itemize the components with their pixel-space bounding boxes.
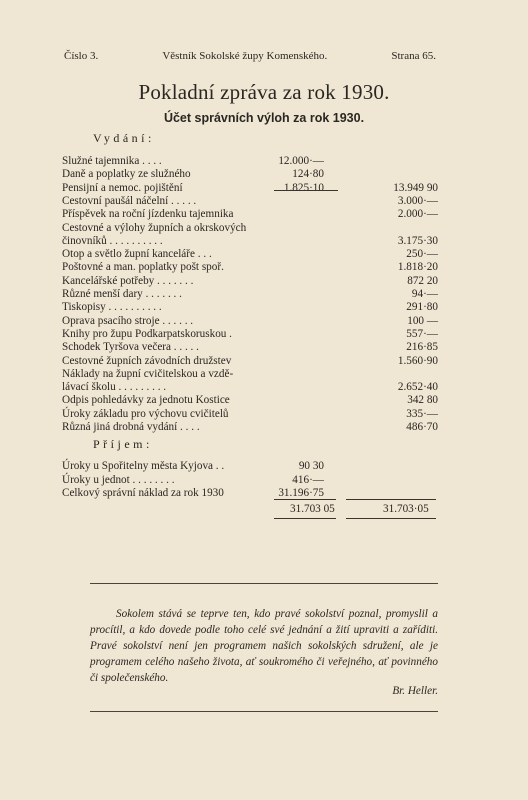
issue-number: Číslo 3. <box>64 50 99 62</box>
expense-row <box>62 354 446 368</box>
expense-amount-outer: 216·85 <box>406 341 438 354</box>
journal-name: Věstník Sokolské župy Komenského. <box>162 50 328 62</box>
report-title: Pokladní zpráva za rok 1930. <box>138 80 390 104</box>
totals-rule-right <box>346 499 436 500</box>
income-label: Úroky u Spořitelny města Kyjova . . <box>62 460 225 472</box>
quote-rule-bottom <box>90 711 438 712</box>
expense-amount-outer: 250·— <box>406 248 438 261</box>
expense-label: Otop a světlo župní kanceláře . . . <box>62 248 212 261</box>
page-number: Strana 65. <box>391 50 436 62</box>
income-heading: Příjem: <box>93 437 153 451</box>
expense-amount-outer: 3.000·— <box>397 194 438 207</box>
income-label: Úroky u jednot . . . . . . . . <box>62 473 175 486</box>
expense-row <box>62 194 446 208</box>
expense-amount-outer: 94·— <box>411 288 438 300</box>
expense-label: lávací školu . . . . . . . . . <box>62 381 167 394</box>
expense-amount-inner: 1.825·10 <box>283 181 324 194</box>
report-subtitle: Účet správních výloh za rok 1930. <box>163 111 365 125</box>
totals-underline-right <box>346 518 436 519</box>
expense-row <box>62 167 446 181</box>
expense-label: Různá jiná drobná vydání . . . . <box>62 421 200 433</box>
expense-label: Služné tajemnika . . . . <box>62 155 162 167</box>
income-row <box>62 486 446 500</box>
expense-row <box>62 314 446 328</box>
totals-rule-left <box>274 499 336 500</box>
expense-row <box>62 393 446 407</box>
subtotal-underline <box>274 190 338 191</box>
expense-row <box>62 367 446 381</box>
income-row <box>62 459 446 473</box>
total-income-column: 31.703 05 <box>290 503 335 515</box>
income-amount-inner: 416·— <box>292 473 324 486</box>
expense-amount-inner: 124·80 <box>292 168 324 181</box>
expense-amount-outer: 486·70 <box>406 421 438 433</box>
income-amount-inner: 90 30 <box>298 460 324 472</box>
expense-label: Schodek Tyršova večera . . . . . <box>62 341 199 354</box>
expense-row <box>62 287 446 301</box>
expense-label: Cestovné a výlohy župních a okrskových <box>62 221 247 234</box>
expense-amount-outer: 1.818·20 <box>397 261 438 274</box>
income-label: Celkový správní náklad za rok 1930 <box>62 487 224 499</box>
expense-row <box>62 221 446 235</box>
quote-rule-top <box>90 583 438 584</box>
expense-amount-outer: 557·— <box>406 327 438 340</box>
income-amount-inner: 31.196·75 <box>278 487 324 499</box>
expense-row <box>62 327 446 341</box>
quote-author: Br. Heller. <box>392 685 438 697</box>
expense-label: Pensijní a nemoc. pojištění <box>62 181 183 194</box>
totals-underline-left <box>274 518 336 519</box>
quote-text: Sokolem stává se teprve ten, kdo pravé sokolství poznal, promyslil a procítil, a kdo dovede podle toho celé své jednání a žití upraviti a zaříditi. Pravé sokolství není jen programem našich sokolských sdružení, ale je programem celého našeho života, ať soukromého či veřejného, ať povinného či společenského. <box>90 608 438 684</box>
expense-amount-outer: 2.000·— <box>397 208 438 221</box>
page-header <box>64 50 436 62</box>
expense-amount-outer: 335·— <box>406 407 438 420</box>
expense-amount-outer: 3.175·30 <box>397 234 438 247</box>
expense-row <box>62 300 446 314</box>
expense-row <box>62 274 446 288</box>
expense-amount-outer: 100 — <box>407 314 438 327</box>
expense-amount-outer: 2.652·40 <box>397 381 438 394</box>
expense-amount-outer: 1.560·90 <box>397 354 438 367</box>
expense-label: Daně a poplatky ze služného <box>62 168 191 181</box>
expense-label: Různé menší dary . . . . . . . <box>62 288 182 300</box>
quote-block <box>90 606 438 686</box>
expense-row <box>62 380 446 394</box>
expense-label: Knihy pro župu Podkarpatskoruskou . <box>62 327 232 340</box>
expense-row <box>62 247 446 261</box>
expense-row <box>62 154 446 168</box>
expense-row <box>62 207 446 221</box>
expense-amount-outer: 291·80 <box>406 301 438 314</box>
expense-label: Úroky základu pro výchovu cvičitelů <box>62 407 229 420</box>
expense-row <box>62 260 446 274</box>
income-row <box>62 473 446 487</box>
expense-label: činovníků . . . . . . . . . . <box>62 234 163 247</box>
expense-amount-outer: 872 20 <box>407 274 438 287</box>
expense-row <box>62 181 446 195</box>
expense-label: Cestovné župních závodních družstev <box>62 354 232 367</box>
expense-label: Oprava psacího stroje . . . . . . <box>62 314 194 327</box>
expense-row <box>62 420 446 434</box>
expenses-heading: Vydání: <box>93 131 155 145</box>
expense-label: Tiskopisy . . . . . . . . . . <box>62 301 162 314</box>
expense-label: Příspěvek na roční jízdenku tajemnika <box>62 208 234 221</box>
expense-row <box>62 407 446 421</box>
expense-label: Odpis pohledávky za jednotu Kostice <box>62 394 230 407</box>
expense-label: Náklady na župní cvičitelskou a vzdě- <box>62 367 234 380</box>
total-expenses-column: 31.703·05 <box>383 503 429 515</box>
expense-amount-inner: 12.000·— <box>278 155 324 167</box>
expense-label: Poštovné a man. poplatky pošt spoř. <box>62 261 224 274</box>
expense-row <box>62 340 446 354</box>
expense-amount-outer: 13.949 90 <box>393 181 438 194</box>
expense-label: Cestovní paušál náčelní . . . . . <box>62 194 197 207</box>
expense-amount-outer: 342 80 <box>407 394 438 407</box>
expense-label: Kancelářské potřeby . . . . . . . <box>62 274 194 287</box>
expense-row <box>62 234 446 248</box>
